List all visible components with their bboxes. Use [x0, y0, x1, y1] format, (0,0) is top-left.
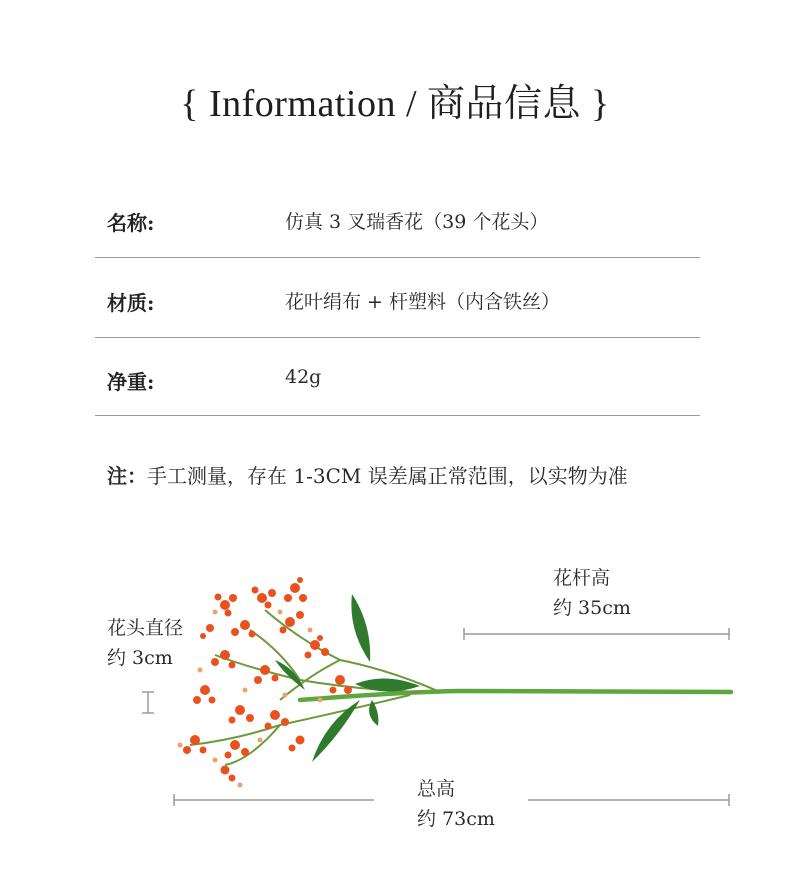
- note-prefix: 注：: [107, 464, 147, 488]
- spec-label: 名称:: [107, 211, 155, 235]
- head-diameter-label: [107, 613, 183, 673]
- flower-icon: [289, 736, 305, 752]
- flower-icon: [225, 740, 250, 759]
- dimension-name: 花头直径: [107, 617, 184, 639]
- dimension-value: 约 35cm: [553, 597, 631, 619]
- flower-icon: [231, 620, 256, 638]
- page-title: { Information / 商品信息 }: [180, 83, 610, 125]
- flower-icon: [193, 685, 216, 704]
- flower-clusters: [183, 577, 352, 782]
- spec-value: 仿真 3 叉瑞香花（39 个花头）: [285, 211, 549, 233]
- leaf-icon: [351, 594, 370, 662]
- dimension-name: 总高: [417, 778, 456, 800]
- stem-height-label: [553, 563, 631, 623]
- flower-icon: [215, 594, 238, 617]
- flower-stem: [300, 691, 731, 700]
- spec-label: 净重:: [107, 370, 155, 394]
- dimension-name: 花杆高: [553, 567, 611, 589]
- flower-icon: [284, 577, 307, 602]
- total-height-label: [417, 774, 495, 834]
- flower-icon: [200, 624, 214, 639]
- note-text: 手工测量，存在 1-3CM 误差属正常范围，以实物为准: [147, 464, 628, 488]
- flower-icon: [183, 735, 207, 754]
- leaf-icon: [312, 700, 360, 762]
- dimension-value: 约 73cm: [417, 808, 495, 830]
- flower-icon: [211, 650, 236, 669]
- leaves: [275, 594, 420, 762]
- flower-icon: [252, 587, 277, 609]
- flower-icon: [221, 766, 236, 782]
- dimension-value: 约 3cm: [107, 647, 173, 669]
- flower-icon: [229, 705, 255, 724]
- spec-value: 花叶绢布 + 杆塑料（内含铁丝）: [285, 291, 560, 313]
- flower-icon: [305, 635, 330, 659]
- spec-label: 材质:: [107, 291, 155, 315]
- spec-value: 42g: [285, 366, 322, 388]
